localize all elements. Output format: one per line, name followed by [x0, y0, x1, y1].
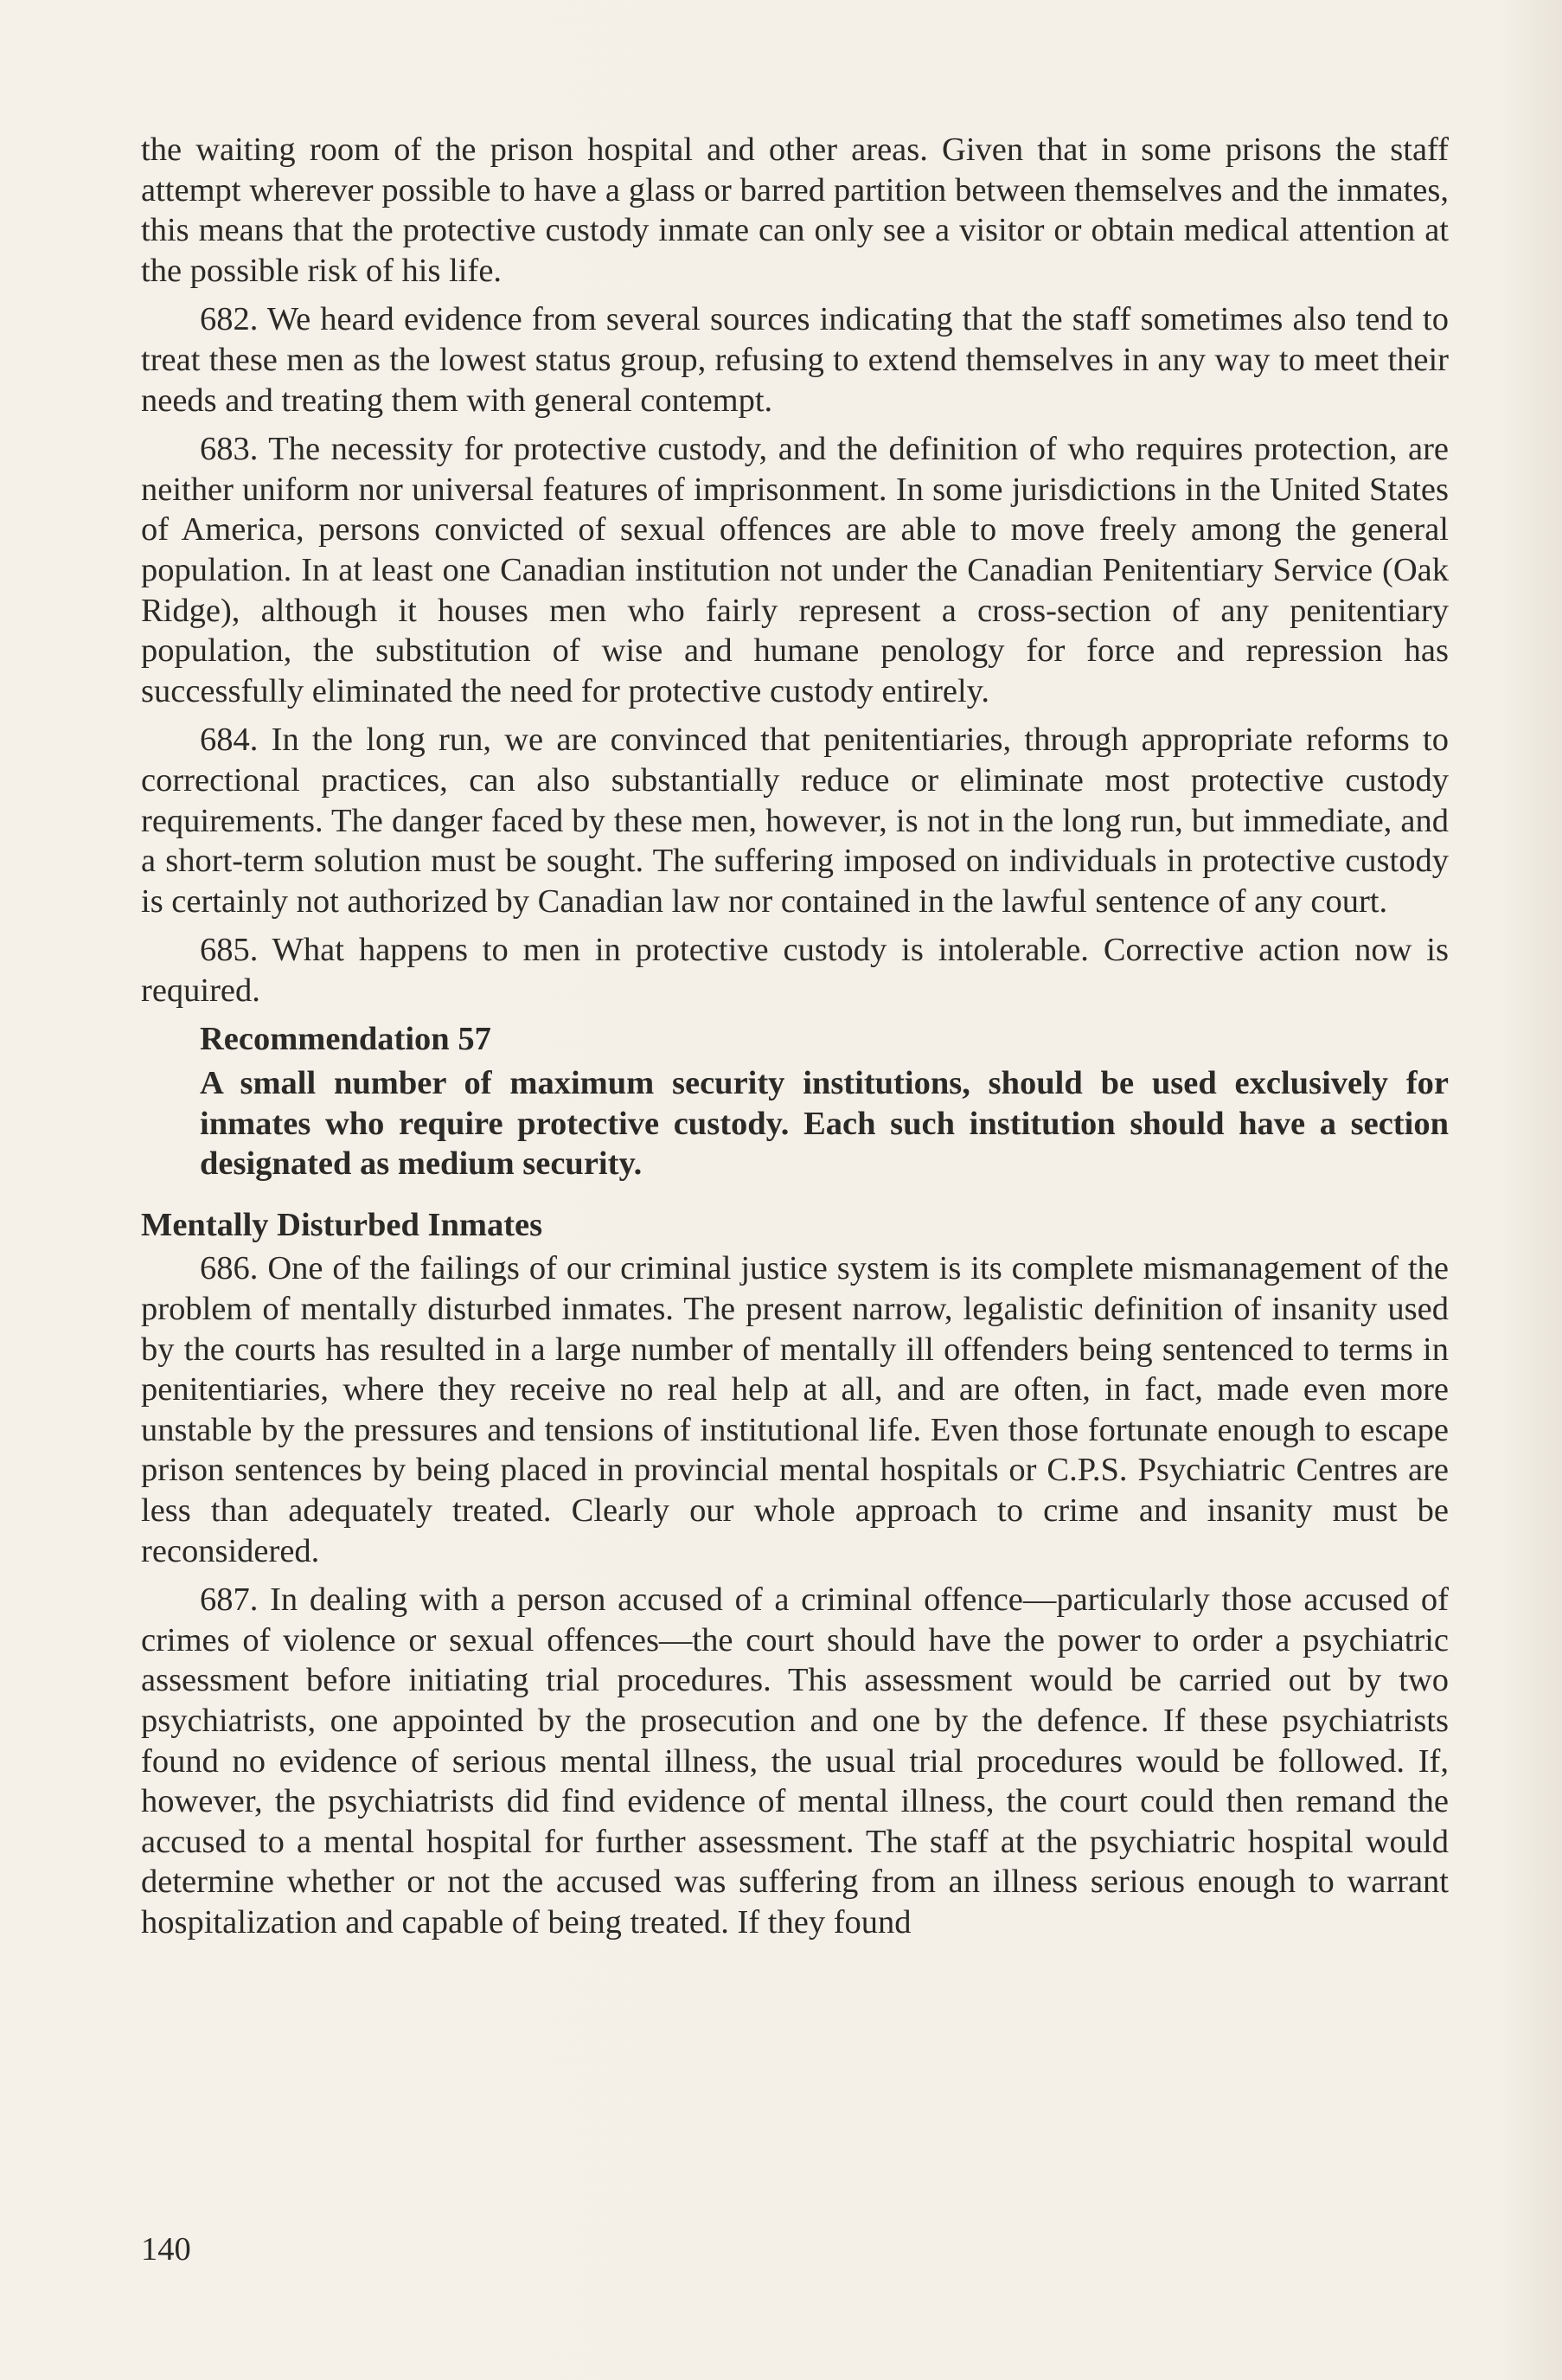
paragraph-685: 685. What happens to men in protective custody is intolerable. Corrective action now is required.	[141, 932, 1449, 1009]
paragraph-686: 686. One of the failings of our criminal justice system is its complete mismanagement of the problem of mentally disturbed inmates. The present narrow, legalistic definition of insanity used by the courts has resulted in a large number of mentally ill offenders being sentenced to terms in penitentiaries, where they receive no real help at all, and are often, in fact, made even more unstable by the pressures and tensions of institutional life. Even those fortunate enough to escape prison sentences by being placed in provincial mental hospitals or C.P.S. Psychiatric Centres are less than adequately treated. Clearly our whole approach to crime and insanity must be reconsidered.	[141, 1250, 1449, 1569]
section-heading: Mentally Disturbed Inmates	[141, 1206, 543, 1243]
recommendation-body: A small number of maximum security institutions, should be used exclusively for inmates who require protective custody. Each such institution should have a section designated as medium security.	[200, 1065, 1449, 1183]
paragraph-continued: the waiting room of the prison hospital and other areas. Given that in some prisons the staff attempt wherever possible to have a glass or barred partition between themselves and the inmates, this means that the protective custody inmate can only see a visitor or obtain medical attention at the possible risk of his life.	[141, 132, 1449, 289]
recommendation-heading: Recommendation 57	[200, 1021, 491, 1058]
body-text	[141, 130, 1449, 1952]
page-number: 140	[141, 2231, 191, 2268]
paragraph-684: 684. In the long run, we are convinced that penitentiaries, through appropriate reforms to correctional practices, can also substantially reduce or eliminate most protective custody requirements. The danger faced by these men, however, is not in the long run, but immediate, and a short-term solution must be sought. The suffering imposed on individuals in protective custody is certainly not authorized by Canadian law nor contained in the lawful sentence of any court.	[141, 722, 1449, 920]
paragraph-683: 683. The necessity for protective custody, and the definition of who requires protection, are neither uniform nor universal features of imprisonment. In some jurisdictions in the United States of America, persons convicted of sexual offences are able to move freely among the general population. In at least one Canadian institution not under the Canadian Penitentiary Service (Oak Ridge), although it houses men who fairly represent a cross-section of any penitentiary population, the substitution of wise and humane penology for force and repression has successfully eliminated the need for protective custody entirely.	[141, 431, 1449, 709]
paragraph-687: 687. In dealing with a person accused of a criminal offence—particularly those accused of crimes of violence or sexual offences—the court should have the power to order a psychiatric assessment before initiating trial procedures. This assessment would be carried out by two psychiatrists, one appointed by the prosecution and one by the defence. If these psychiatrists found no evidence of serious mental illness, the usual trial procedures would be followed. If, however, the psychiatrists did find evidence of mental illness, the court could then remand the accused to a mental hospital for further assessment. The staff at the psychiatric hospital would determine whether or not the accused was suffering from an illness serious enough to warrant hospitalization and capable of being treated. If they found	[141, 1581, 1449, 1941]
paragraph-682: 682. We heard evidence from several sources indicating that the staff sometimes also tend to treat these men as the lowest status group, refusing to extend themselves in any way to meet their needs and treating them with general contempt.	[141, 301, 1449, 419]
